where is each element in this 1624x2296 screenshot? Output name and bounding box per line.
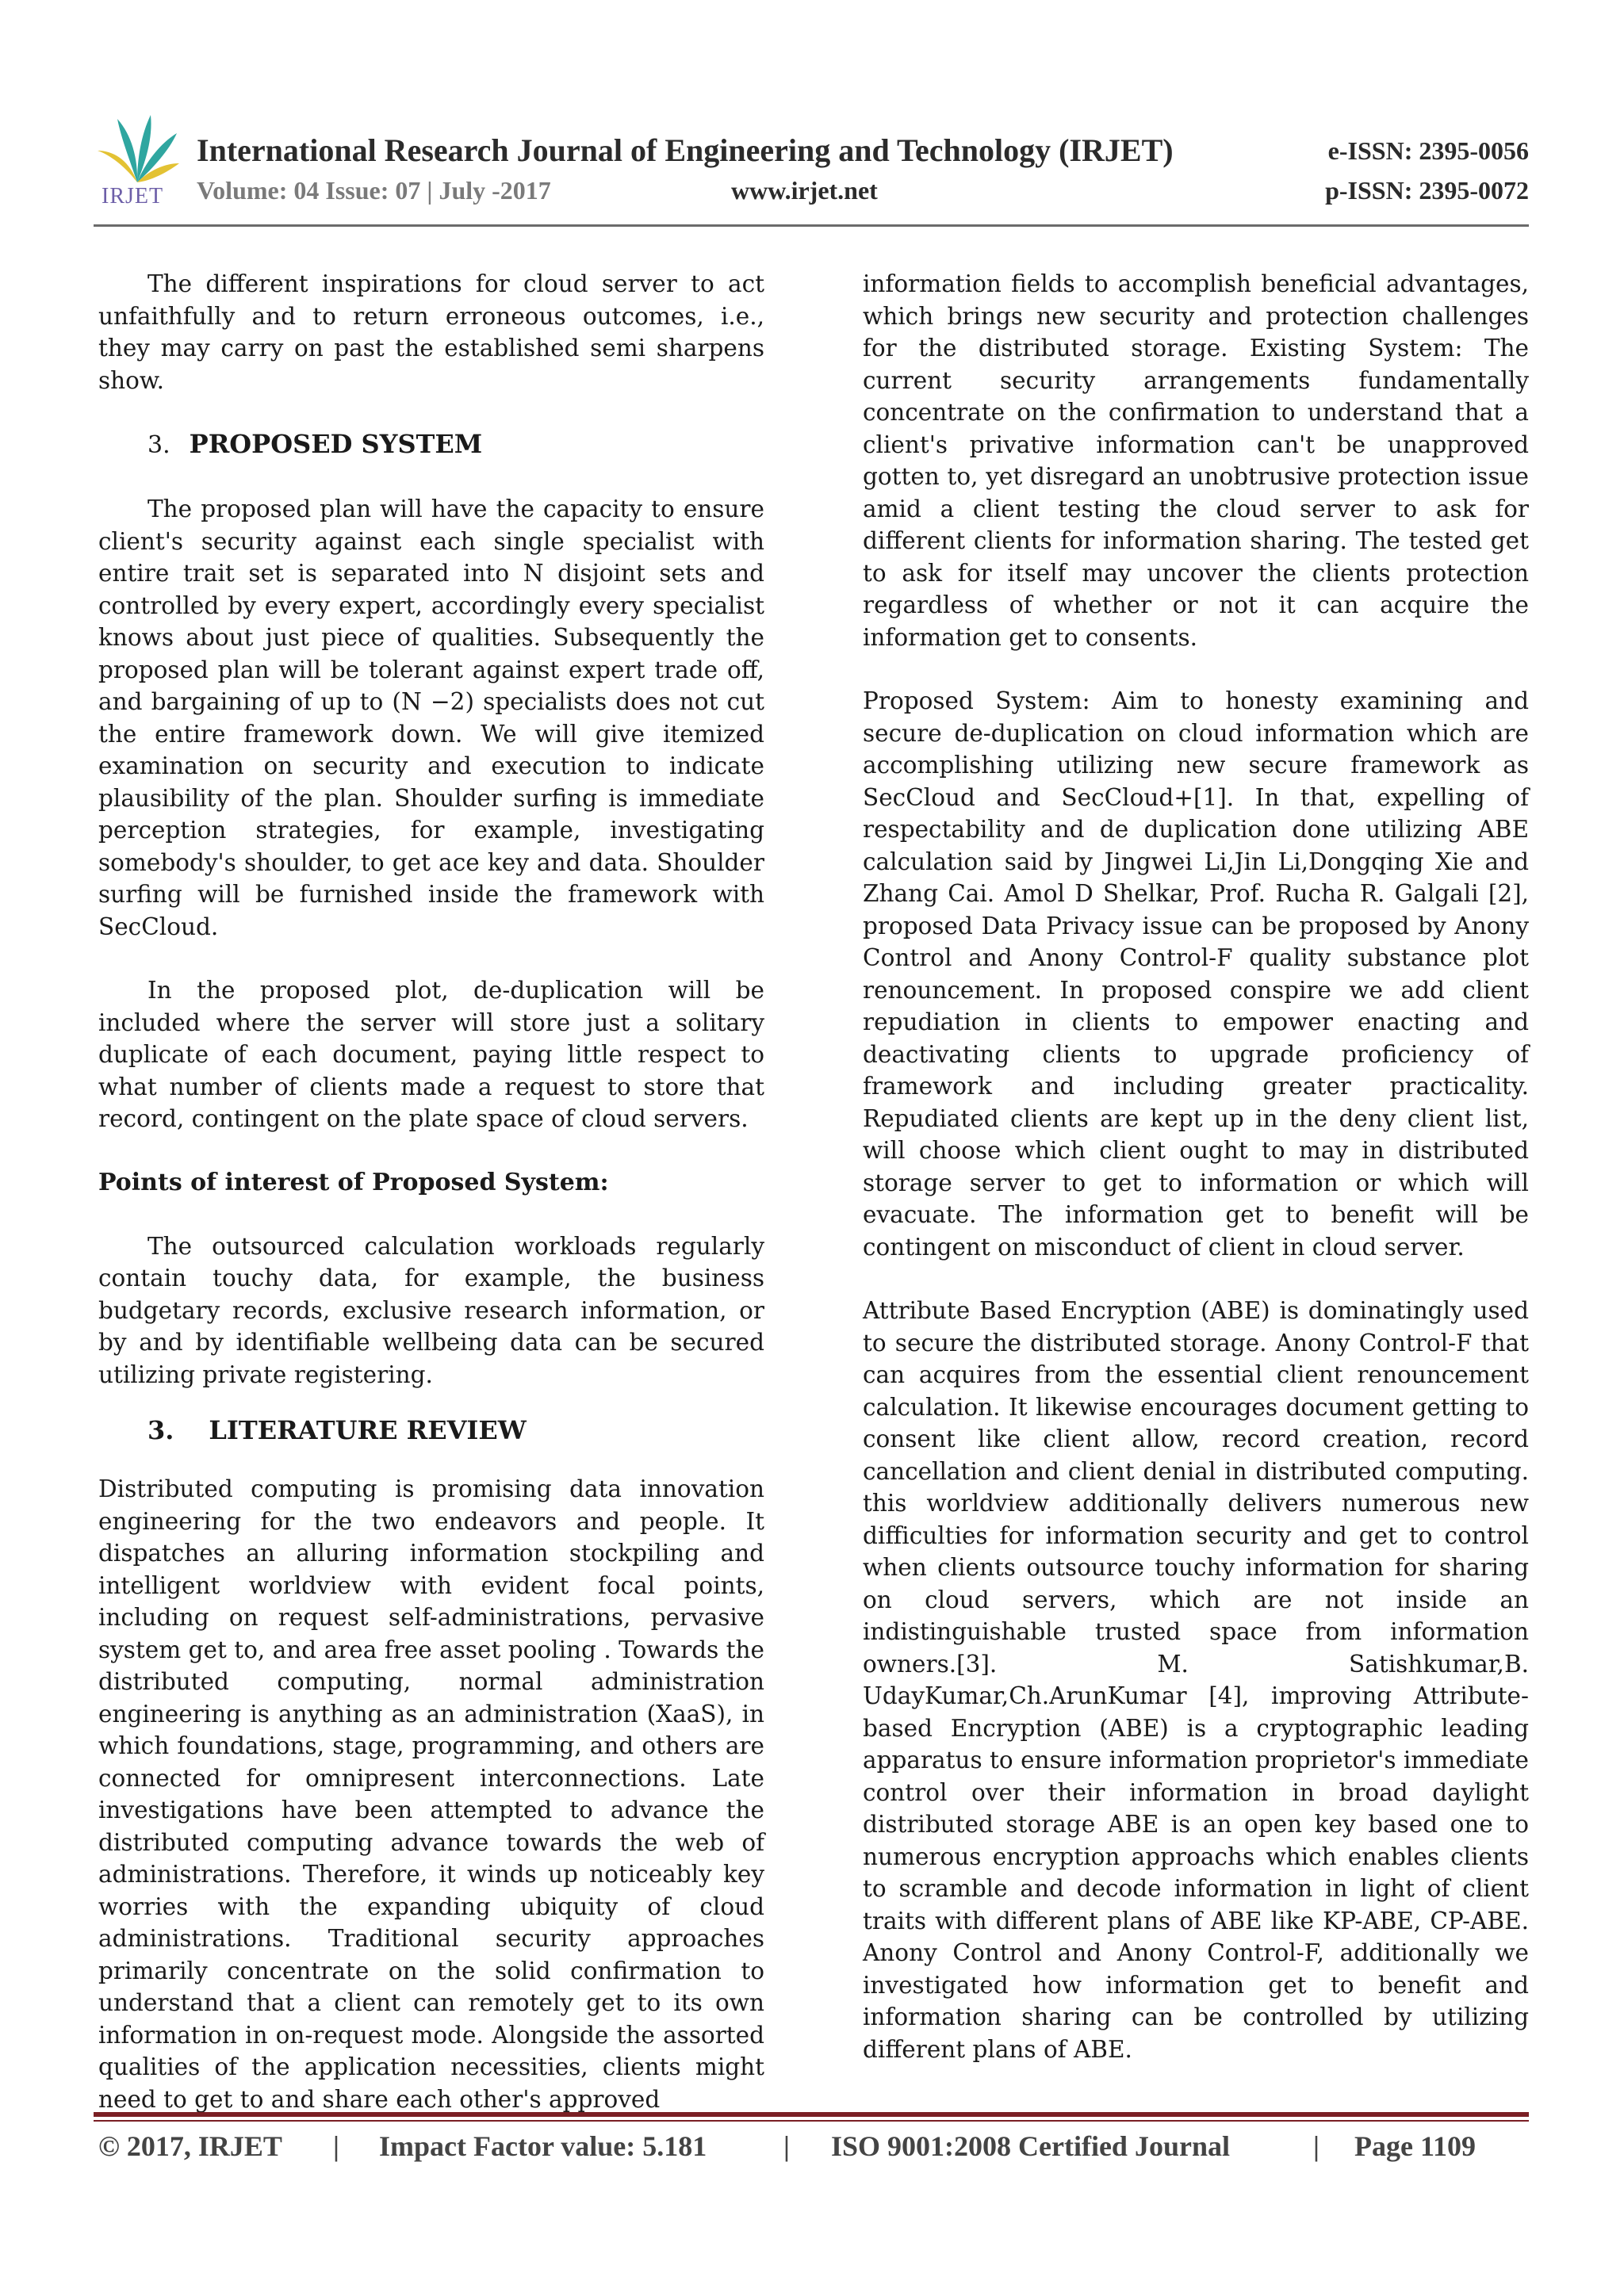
e-issn: e-ISSN: 2395-0056 — [1327, 136, 1529, 165]
header-divider — [94, 224, 1529, 227]
footer-divider — [94, 2112, 1529, 2117]
section-heading — [98, 428, 764, 461]
irjet-logo — [94, 111, 181, 214]
footer-page-number: Page 1109 — [1354, 2130, 1476, 2162]
p-issn: p-ISSN: 2395-0072 — [1325, 176, 1529, 205]
section-number: 3. — [147, 1415, 174, 1445]
footer-iso: ISO 9001:2008 Certified Journal — [831, 2130, 1230, 2162]
section-number: 3. — [147, 431, 170, 459]
journal-website-link[interactable]: www.irjet.net — [731, 176, 878, 205]
volume-issue: Volume: 04 Issue: 07 | July -2017 — [197, 176, 551, 205]
logo-text: IRJET — [102, 184, 164, 209]
paragraph: information fields to accomplish beneficial advantages, which brings new security and protection challenges for the distributed storage. Existing System: The current security arrangements fundamentally concentrate on the confirmation to understand that a client's privative information can't be unapproved gotten to, yet disregard an unobtrusive protection issue amid a client testing the cloud server to ask for different clients for information sharing. The tested get to ask for itself may uncover the clients protection regardless of whether or not it can acquire the information get to consents. — [863, 270, 1529, 651]
paragraph: Proposed System: Aim to honesty examining and secure de-duplication on cloud information which are accomplishing utilizing new secure framework as SecCloud and SecCloud+[1]. In that, expelling of respectability and de duplication done utilizing ABE calculation said by Jingwei Li,Jin Li,Dongqing Xie and Zhang Cai. Amol D Shelkar, Prof. Rucha R. Galgali [2], proposed Data Privacy issue can be proposed by Anony Control and Anony Control-F quality substance plot renouncement. In proposed conspire we add client repudiation in clients to empower enacting and deactivating clients to upgrade proficiency of framework and including greater practicality. Repudiated clients are kept up in the deny client list, will choose which client ought to may in distributed storage server to get to information or which will evacuate. The information get to benefit will be contingent on misconduct of client in cloud server. — [863, 687, 1529, 1261]
section-title: PROPOSED SYSTEM — [189, 429, 483, 459]
right-column — [863, 268, 1529, 2065]
logo-leaves-icon — [94, 111, 181, 187]
footer-impact-factor: Impact Factor value: 5.181 — [379, 2130, 707, 2162]
paragraph: In the proposed plot, de-duplication will be included where the server will store just a solitary duplicate of each document, paying little respect to what number of clients made a request to store that record, contingent on the plate space of cloud servers. — [98, 977, 764, 1132]
footer-separator: | — [333, 2130, 339, 2162]
page-header — [94, 111, 1529, 238]
journal-title: International Research Journal of Engineering and Technology (IRJET) — [197, 132, 1174, 168]
subsection-heading: Points of interest of Proposed System: — [98, 1168, 609, 1196]
paragraph: The different inspirations for cloud server to act unfaithfully and to return erroneous outcomes, i.e., they may carry on past the established semi sharpens show. — [98, 270, 764, 394]
left-column — [98, 268, 764, 2115]
paragraph: Distributed computing is promising data innovation engineering for the two endeavors and people. It dispatches an alluring information stockpiling and intelligent worldview with evident focal points, including on request self-administrations, pervasive system get to, and area free asset pooling . Towards the distributed computing, normal administration engineering is anything as an administration (XaaS), in which foundations, stage, programming, and others are connected for omnipresent interconnections. Late investigations have been attempted to advance the distributed computing advance towards the web of administrations. Therefore, it winds up noticeably key worries with the expanding ubiquity of cloud administrations. Traditional security approaches primarily concentrate on the solid confirmation to understand that a client can remotely get to its own information in on-request mode. Alongside the assorted qualities of the application necessities, clients might need to get to and share each other's approved — [98, 1475, 764, 2113]
page-footer — [98, 2130, 1526, 2169]
paragraph: The outsourced calculation workloads regularly contain touchy data, for example, the business budgetary records, exclusive research information, or by and by identifiable wellbeing data can be secured utilizing private registering. — [98, 1232, 764, 1388]
paragraph: The proposed plan will have the capacity to ensure client's security against each single specialist with entire trait set is separated into N disjoint sets and controlled by every expert, accordingly every specialist knows about just piece of qualities. Subsequently the proposed plan will be tolerant against expert trade off, and bargaining of up to (N −2) specialists does not cut the entire framework down. We will give itemized examination on security and execution to indicate plausibility of the plan. Shoulder surfing is immediate perception strategies, for example, investigating somebody's shoulder, to get ace key and data. Shoulder surfing will be furnished inside the framework with SecCloud. — [98, 496, 764, 940]
section-heading — [98, 1414, 764, 1446]
footer-divider-thin — [94, 2120, 1529, 2122]
footer-copyright: © 2017, IRJET — [98, 2130, 282, 2162]
footer-separator: | — [783, 2130, 790, 2162]
paragraph: Attribute Based Encryption (ABE) is dominatingly used to secure the distributed storage. Anony Control-F that can acquires from the essential client renouncement calculation. It likewise encourages document getting to consent like client allow, record creation, record cancellation and client denial in distributed computing. this worldview additionally delivers numerous new difficulties for information security and get to control when clients outsource touchy information for sharing on cloud servers, which are not inside an indistinguishable trusted space from information owners.[3]. M. Satishkumar,B. UdayKumar,Ch.ArunKumar [4], improving Attribute-based Encryption (ABE) is a cryptographic leading apparatus to ensure information proprietor's immediate control over their information in broad daylight distributed storage ABE is an open key based one to numerous encryption approachs which enables clients to scramble and decode information in light of client traits with different plans of ABE like KP-ABE, CP-ABE. Anony Control and Anony Control-F, additionally we investigated how information get to benefit and information sharing can be controlled by utilizing different plans of ABE. — [863, 1297, 1529, 2063]
footer-separator: | — [1313, 2130, 1320, 2162]
section-title: LITERATURE REVIEW — [209, 1415, 527, 1445]
